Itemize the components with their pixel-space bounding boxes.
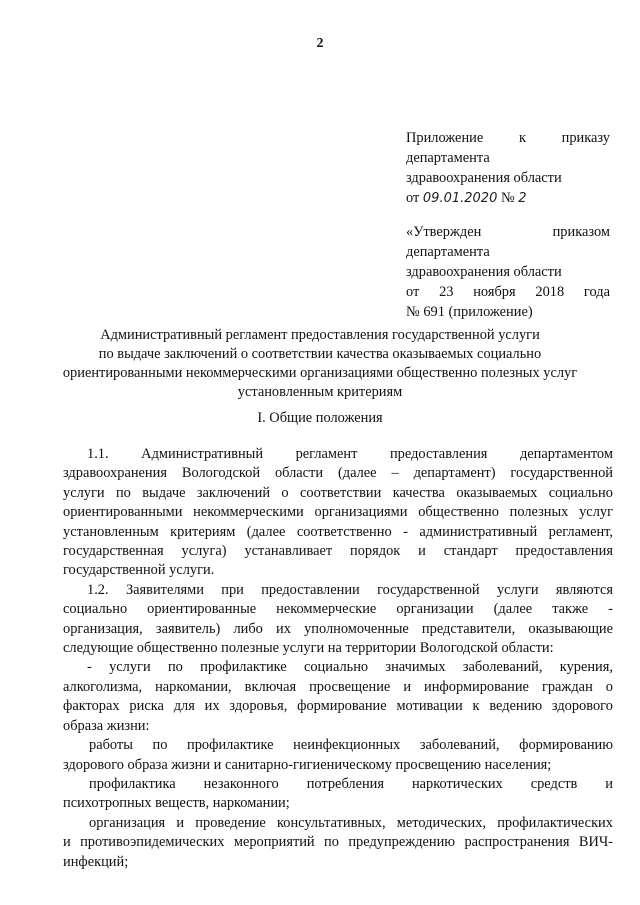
body-word: здорового	[551, 698, 613, 715]
body-word: профилактических	[497, 814, 613, 831]
body-word: -	[608, 601, 613, 618]
body-word: следующие общественно полезные услуги на территории Вологодской области:	[63, 640, 554, 657]
body-word: значимых	[385, 659, 446, 676]
body-word: услуг	[579, 504, 613, 521]
paragraph-p4	[63, 736, 613, 775]
body-word: оказываемых	[456, 484, 538, 501]
body-word: Заявителями	[125, 581, 204, 598]
paragraph-p3	[63, 658, 613, 736]
body-word: регламент	[295, 446, 358, 462]
body-word: здоровья,	[229, 698, 288, 715]
body-word: общественно	[418, 504, 499, 521]
body-word: профилактике	[200, 659, 287, 676]
body-word: услуги	[496, 581, 539, 598]
body-line	[63, 697, 613, 716]
body-line	[63, 523, 613, 542]
handwritten-date: 09.01.2020	[422, 191, 498, 206]
body-word: -	[87, 659, 92, 676]
body-word: включая	[244, 678, 297, 695]
body-word: департаментом	[519, 446, 613, 462]
body-word: критериям	[170, 523, 236, 540]
body-line	[63, 853, 613, 872]
body-word: услуги	[109, 659, 151, 676]
body-word: о	[281, 484, 289, 501]
body-word: их	[276, 620, 291, 637]
body-word: административный	[419, 523, 538, 540]
body-word: соответственно	[296, 523, 392, 540]
body-word: при	[221, 581, 244, 598]
body-word: о	[605, 678, 613, 695]
body-word: (далее	[246, 523, 286, 540]
body-word: по	[167, 659, 183, 676]
body-word: государственной	[377, 581, 480, 598]
body-word: организации	[396, 601, 474, 618]
body-word: государственной	[510, 465, 613, 482]
body-word: и	[176, 814, 185, 831]
body-word: психотропных веществ, наркомании;	[63, 795, 290, 812]
body-word: их	[204, 698, 220, 715]
body-word: мотивации	[396, 698, 463, 715]
body-word: неинфекционных	[293, 737, 401, 754]
body-word: факторах	[63, 698, 120, 715]
body-line	[63, 445, 613, 464]
body-word: предупреждению	[348, 834, 456, 851]
body-line	[63, 756, 613, 775]
body-word: инфекций;	[63, 853, 129, 870]
body-word: организация	[89, 814, 166, 831]
body-word: государственная	[63, 543, 164, 560]
appendix-line-2: департамента	[406, 150, 490, 166]
body-word: соответствии	[299, 484, 382, 501]
body-word: и	[63, 834, 71, 851]
body-word: –	[391, 465, 399, 482]
body-word: средств	[530, 775, 578, 792]
body-word: качества	[392, 484, 445, 501]
body-word: заболеваний,	[462, 659, 543, 676]
handwritten-number: 2	[518, 191, 527, 206]
body-word: распространения	[464, 834, 570, 851]
body-word: образа жизни:	[63, 717, 150, 734]
body-line	[63, 794, 613, 813]
body-word: либо	[233, 620, 263, 637]
body-line	[63, 600, 613, 619]
body-word: заключений	[196, 484, 271, 501]
body-word: 1.2.	[87, 581, 109, 598]
body-word: являются	[555, 581, 613, 598]
body-word: уполномоченные	[304, 620, 409, 637]
body-line	[63, 678, 613, 697]
body-word: устанавливает	[244, 543, 333, 560]
body-word: оказывающие	[528, 620, 613, 637]
document-title: Административный регламент предоставления государственной услуги по выдаче заключений о соответствии качества оказываемых социально ориентированными некоммерческими организациями общественно полезных услуг установленным критериям	[62, 327, 578, 400]
body-word: наркомании,	[155, 678, 232, 695]
body-word: риска	[129, 698, 164, 715]
body-word: информирование	[424, 678, 529, 695]
body-word: организация,	[63, 620, 143, 637]
body-word: Вологодской	[181, 465, 261, 482]
body-line	[63, 561, 613, 580]
body-line	[63, 484, 613, 503]
body-word: граждан	[541, 678, 593, 695]
body-word: по	[115, 484, 131, 501]
body-word: формированию	[519, 737, 613, 754]
body-line	[63, 464, 613, 483]
document-body	[63, 445, 613, 872]
body-word: к	[472, 698, 480, 715]
body-line	[63, 581, 613, 600]
body-word: ведению	[489, 698, 543, 715]
body-word: алкоголизма,	[63, 678, 143, 695]
body-word: ориентированными	[63, 504, 183, 521]
paragraph-p5	[63, 775, 613, 814]
body-word: консультативных,	[277, 814, 386, 831]
body-line	[63, 775, 613, 794]
body-word: области	[274, 465, 324, 482]
appendix-line-4: от 09.01.2020 № 2	[406, 190, 527, 206]
body-word: социально	[63, 601, 128, 618]
body-word: формирование	[297, 698, 387, 715]
body-word: организациями	[314, 504, 408, 521]
body-line	[63, 658, 613, 677]
body-line	[63, 833, 613, 852]
body-word: профилактика	[89, 775, 176, 792]
body-word: некоммерческие	[276, 601, 377, 618]
body-word: просвещение	[309, 678, 391, 695]
body-word: социально	[303, 659, 369, 676]
body-word: заявитель)	[155, 620, 221, 637]
body-word: проведение	[195, 814, 266, 831]
body-word: стандарт	[443, 543, 498, 560]
body-word: 1.1.	[87, 446, 109, 462]
body-word: профилактике	[187, 737, 274, 754]
body-word: услуги	[63, 484, 105, 501]
body-word: регламент,	[548, 523, 613, 540]
body-word: государственной услуги.	[63, 562, 215, 579]
appendix-block	[406, 128, 610, 209]
body-word: представители,	[421, 620, 516, 637]
section-heading: I. Общие положения	[257, 410, 383, 426]
body-line	[63, 503, 613, 522]
body-word: заболеваний,	[419, 737, 500, 754]
body-word: мероприятий	[233, 834, 315, 851]
approval-line-3: здравоохранения области	[406, 264, 562, 280]
body-line	[63, 639, 613, 658]
appendix-line-3: здравоохранения области	[406, 170, 562, 186]
body-word: работы	[89, 737, 133, 754]
body-word: ориентированные	[147, 601, 257, 618]
body-word: для	[173, 698, 195, 715]
body-word: ВИЧ-	[578, 834, 613, 851]
body-word: полезных	[509, 504, 569, 521]
body-word: некоммерческими	[193, 504, 304, 521]
body-word: здравоохранения	[63, 465, 167, 482]
body-word: услуга)	[181, 543, 227, 560]
body-word: также	[552, 601, 589, 618]
body-word: здорового образа жизни и санитарно-гигиеническому просвещению населения;	[63, 756, 552, 773]
page-number: 2	[316, 36, 324, 51]
body-word: и	[605, 775, 613, 792]
body-word: противоэпидемических	[80, 834, 225, 851]
body-word: по	[152, 737, 168, 754]
body-word: по	[324, 834, 339, 851]
body-word: департамент)	[413, 465, 496, 482]
paragraph-p6	[63, 814, 613, 872]
body-word: порядок	[350, 543, 401, 560]
approval-line-2: департамента	[406, 244, 490, 260]
body-word: установленным	[63, 523, 159, 540]
body-word: методических,	[396, 814, 487, 831]
body-word: потребления	[306, 775, 384, 792]
body-word: социально	[548, 484, 613, 501]
approval-block	[406, 222, 610, 322]
body-word: предоставления	[515, 543, 613, 560]
body-line	[63, 814, 613, 833]
appendix-line-1: Приложение к приказу	[406, 130, 610, 146]
body-word: предоставления	[389, 446, 488, 462]
body-word: и	[403, 678, 412, 695]
body-word: предоставлении	[261, 581, 360, 598]
body-word: (далее	[337, 465, 377, 482]
approval-line-5: № 691 (приложение)	[406, 304, 533, 320]
body-word: -	[403, 523, 408, 540]
body-word: (далее	[493, 601, 533, 618]
body-word: курения,	[559, 659, 613, 676]
body-word: незаконного	[203, 775, 279, 792]
body-word: выдаче	[142, 484, 186, 501]
body-word: наркотических	[411, 775, 503, 792]
paragraph-p1	[63, 445, 613, 581]
approval-line-4: от 23 ноября 2018 года	[406, 284, 610, 300]
approval-line-1: «Утвержден приказом	[406, 224, 610, 240]
body-word: Административный	[141, 446, 264, 462]
body-line	[63, 717, 613, 736]
paragraph-p2	[63, 581, 613, 659]
body-line	[63, 620, 613, 639]
body-line	[63, 736, 613, 755]
body-word: и	[418, 543, 426, 560]
body-line	[63, 542, 613, 561]
